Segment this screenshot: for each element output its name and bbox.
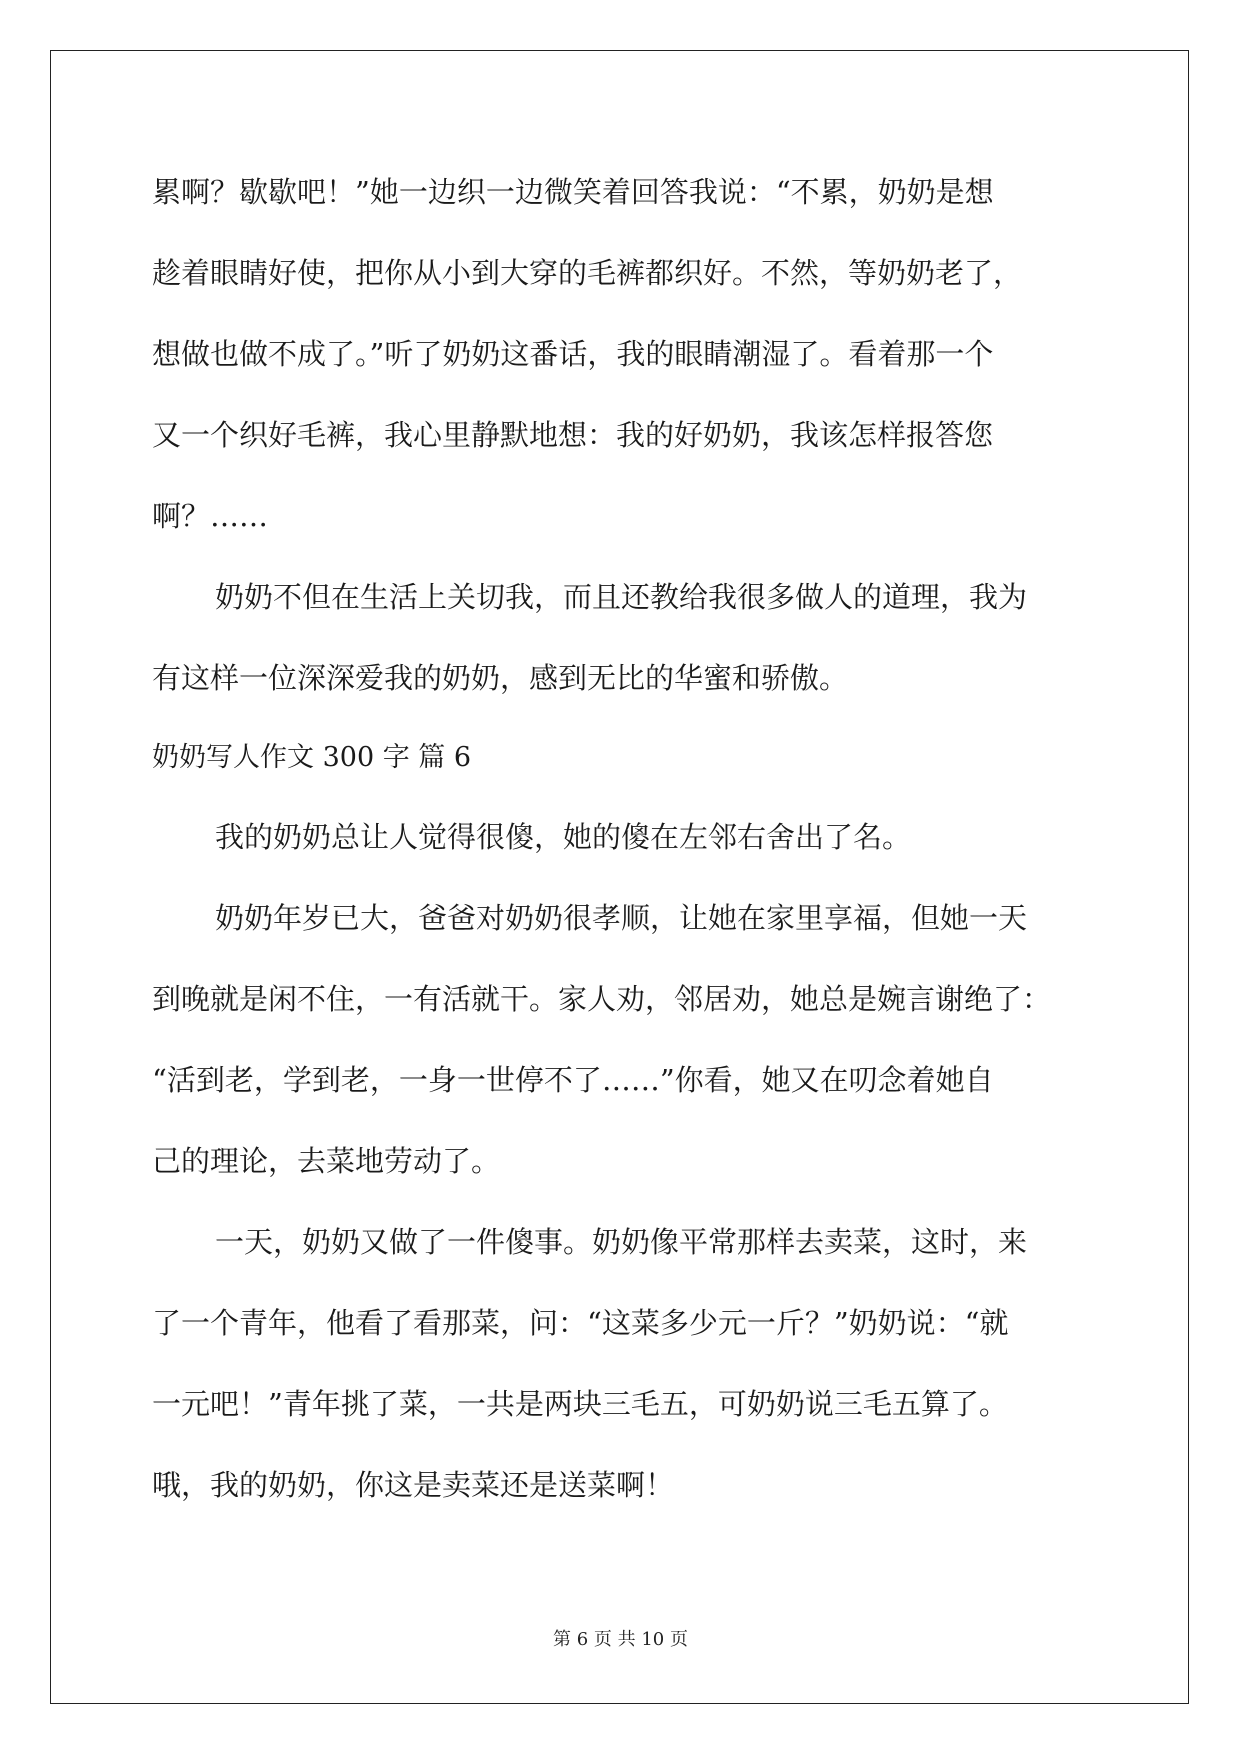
paragraph-2 bbox=[152, 557, 1087, 719]
text-line: 有这样一位深深爱我的奶奶，感到无比的华蜜和骄傲。 bbox=[152, 661, 849, 695]
text-line: 哦，我的奶奶，你这是卖菜还是送菜啊！ bbox=[152, 1468, 675, 1502]
text-line: 奶奶年岁已大，爸爸对奶奶很孝顺，让她在家里享福，但她一天 bbox=[215, 901, 1028, 935]
page-footer: 第 6 页 共 10 页 bbox=[553, 1629, 688, 1650]
text-line: 累啊？歇歇吧！”她一边织一边微笑着回答我说：“不累，奶奶是想 bbox=[152, 175, 994, 209]
paragraph-1 bbox=[152, 152, 1087, 557]
text-line: 又一个织好毛裤，我心里静默地想：我的好奶奶，我该怎样报答您 bbox=[152, 418, 994, 452]
paragraph-5 bbox=[152, 1202, 1087, 1526]
text-line: 我的奶奶总让人觉得很傻，她的傻在左邻右舍出了名。 bbox=[215, 820, 912, 854]
document-body bbox=[152, 152, 1087, 1526]
text-line: “活到老，学到老，一身一世停不了……”你看，她又在叨念着她自 bbox=[152, 1063, 994, 1097]
text-line: 了一个青年，他看了看那菜，问：“这菜多少元一斤？”奶奶说：“就 bbox=[152, 1306, 1009, 1340]
text-line: 一天，奶奶又做了一件傻事。奶奶像平常那样去卖菜，这时，来 bbox=[215, 1225, 1028, 1259]
section-heading: 奶奶写人作文 300 字 篇 6 bbox=[152, 742, 472, 773]
paragraph-4 bbox=[152, 878, 1087, 1202]
text-line: 己的理论，去菜地劳动了。 bbox=[152, 1144, 501, 1178]
paragraph-3 bbox=[152, 797, 1087, 878]
text-line: 想做也做不成了。”听了奶奶这番话，我的眼睛潮湿了。看着那一个 bbox=[152, 337, 994, 371]
text-line: 到晚就是闲不住，一有活就干。家人劝，邻居劝，她总是婉言谢绝了： bbox=[152, 982, 1052, 1016]
text-line: 啊？…… bbox=[152, 499, 269, 533]
text-line: 奶奶不但在生活上关切我，而且还教给我很多做人的道理，我为 bbox=[215, 580, 1028, 614]
text-line: 趁着眼睛好使，把你从小到大穿的毛裤都织好。不然，等奶奶老了， bbox=[152, 256, 1023, 290]
text-line: 一元吧！”青年挑了菜，一共是两块三毛五，可奶奶说三毛五算了。 bbox=[152, 1387, 1008, 1421]
